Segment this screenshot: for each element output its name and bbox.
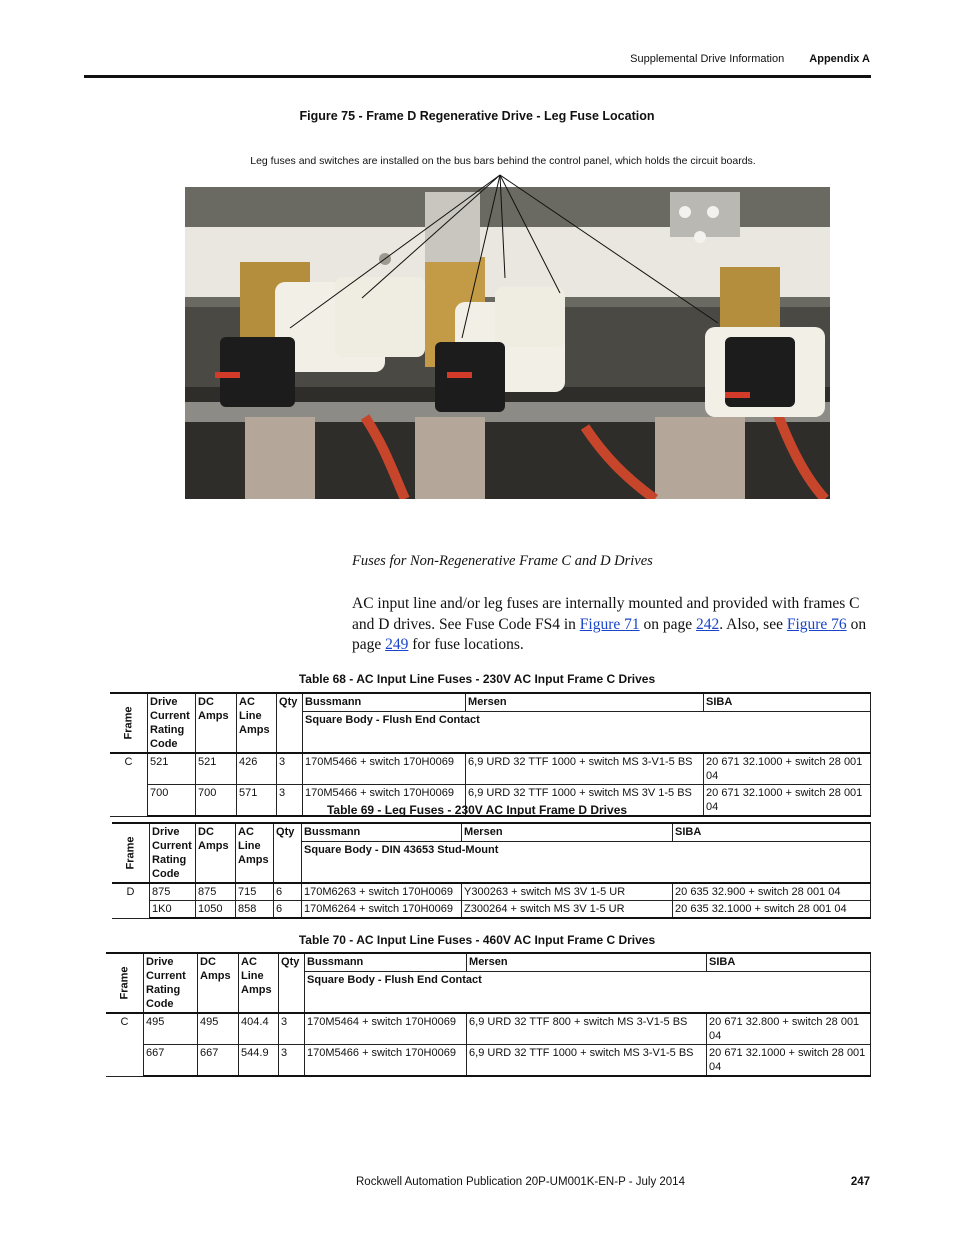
table-cell: 170M5466 + switch 170H0069 xyxy=(303,753,466,785)
link-page-242[interactable]: 242 xyxy=(696,615,720,633)
table-cell: 875 xyxy=(196,883,236,901)
table-cell: 521 xyxy=(196,753,237,785)
table-cell: 667 xyxy=(198,1045,239,1077)
table69-header-mersen: Mersen xyxy=(462,823,673,841)
header-rule xyxy=(84,75,871,78)
table70-header-siba: SIBA xyxy=(707,953,871,971)
table-cell: 1K0 xyxy=(150,901,196,919)
table70-header-dc: DC Amps xyxy=(198,953,239,1013)
page-number: 247 xyxy=(850,1176,870,1188)
table-cell: 170M5466 + switch 170H0069 xyxy=(303,785,466,817)
table-cell: 170M5466 + switch 170H0069 xyxy=(305,1045,467,1077)
table-cell: 3 xyxy=(277,753,303,785)
table-cell: 700 xyxy=(196,785,237,817)
table-cell: 715 xyxy=(236,883,274,901)
para-text-4: on page xyxy=(352,615,867,653)
table68-frame-header: Frame xyxy=(110,693,148,753)
figure-title: Figure 75 - Frame D Regenerative Drive - Leg Fuse Location xyxy=(299,109,655,123)
link-figure-71[interactable]: Figure 71 xyxy=(579,615,640,633)
table68-header-ac: AC Line Amps xyxy=(237,693,277,753)
para-text-1: AC input line and/or leg fuses are internally mounted and provided with frames C and D drives. See Fuse Code FS4 in xyxy=(352,595,860,633)
table-cell: 426 xyxy=(237,753,277,785)
table-cell: 571 xyxy=(237,785,277,817)
table70-subheader: Square Body - Flush End Contact xyxy=(305,971,871,1013)
photo-illustration xyxy=(185,187,830,499)
table-row xyxy=(112,901,871,919)
table-row xyxy=(106,1013,871,1045)
table70 xyxy=(106,952,871,1077)
para-text-5: for fuse locations. xyxy=(408,636,524,653)
table-cell: 170M6263 + switch 170H0069 xyxy=(302,883,462,901)
table-row xyxy=(110,753,871,785)
table-cell: 495 xyxy=(144,1013,198,1045)
table69-header-dc: DC Amps xyxy=(196,823,236,883)
table68-frame-value: C xyxy=(110,753,148,816)
table-cell: 404.4 xyxy=(239,1013,279,1045)
table-cell: 495 xyxy=(198,1013,239,1045)
table68-subheader: Square Body - Flush End Contact xyxy=(303,711,871,753)
fuse-location-photo xyxy=(185,187,830,499)
table-cell: 20 671 32.1000 + switch 28 001 04 xyxy=(707,1045,871,1077)
table-cell: 6,9 URD 32 TTF 1000 + switch MS 3V 1-5 BS xyxy=(466,785,704,817)
table-cell: 700 xyxy=(148,785,196,817)
table-row xyxy=(112,883,871,901)
table70-frame-header: Frame xyxy=(106,953,144,1013)
table-cell: 875 xyxy=(150,883,196,901)
table69 xyxy=(112,822,871,919)
para-text-3: . Also, see xyxy=(719,615,787,633)
table69-frame-value: D xyxy=(112,883,150,918)
table68-caption: Table 68 - AC Input Line Fuses - 230V AC Input Frame C Drives xyxy=(298,672,656,686)
table70-header-ac: AC Line Amps xyxy=(239,953,279,1013)
table70-header-qty: Qty xyxy=(279,953,305,1013)
table69-header-ac: AC Line Amps xyxy=(236,823,274,883)
figure-callout: Leg fuses and switches are installed on the bus bars behind the control panel, which holds the circuit boards. xyxy=(250,155,756,167)
body-paragraph xyxy=(352,594,872,656)
table-cell: 20 671 32.800 + switch 28 001 04 xyxy=(707,1013,871,1045)
table-cell: 667 xyxy=(144,1045,198,1077)
para-text-2: on page xyxy=(639,615,696,633)
table-cell: 544.9 xyxy=(239,1045,279,1077)
table70-header-mersen: Mersen xyxy=(467,953,707,971)
table-cell: 20 671 32.1000 + switch 28 001 04 xyxy=(704,785,871,817)
table69-frame-header: Frame xyxy=(112,823,150,883)
table69-caption: Table 69 - Leg Fuses - 230V AC Input Frame D Drives xyxy=(326,803,628,817)
table-cell: 3 xyxy=(277,785,303,817)
table-cell: 20 671 32.1000 + switch 28 001 04 xyxy=(704,753,871,785)
footer-publication: Rockwell Automation Publication 20P-UM001K-EN-P - July 2014 xyxy=(356,1176,685,1188)
table69-header-bussmann: Bussmann xyxy=(302,823,462,841)
table-cell: 6,9 URD 32 TTF 800 + switch MS 3-V1-5 BS xyxy=(467,1013,707,1045)
table69-header-qty: Qty xyxy=(274,823,302,883)
table70-frame-value: C xyxy=(106,1013,144,1076)
table-cell: 6,9 URD 32 TTF 1000 + switch MS 3-V1-5 BS xyxy=(467,1045,707,1077)
table-cell: 521 xyxy=(148,753,196,785)
table68-header-siba: SIBA xyxy=(704,693,871,711)
table-cell: Z300264 + switch MS 3V 1-5 UR xyxy=(462,901,673,919)
header-appendix: Appendix A xyxy=(809,53,870,65)
table-row xyxy=(106,1045,871,1077)
table-cell: 20 635 32.1000 + switch 28 001 04 xyxy=(673,901,871,919)
table68-header-dc: DC Amps xyxy=(196,693,237,753)
table-cell: 20 635 32.900 + switch 28 001 04 xyxy=(673,883,871,901)
table-cell: 170M6264 + switch 170H0069 xyxy=(302,901,462,919)
table68 xyxy=(110,692,871,817)
table69-header-siba: SIBA xyxy=(673,823,871,841)
link-figure-76[interactable]: Figure 76 xyxy=(786,615,847,633)
table70-header-rating: Drive Current Rating Code xyxy=(144,953,198,1013)
table-cell: 6 xyxy=(274,901,302,919)
table68-header-qty: Qty xyxy=(277,693,303,753)
table-cell: 6 xyxy=(274,883,302,901)
table69-header-rating: Drive Current Rating Code xyxy=(150,823,196,883)
section-heading: Fuses for Non-Regenerative Frame C and D Drives xyxy=(352,553,653,569)
table69-subheader: Square Body - DIN 43653 Stud-Mount xyxy=(302,841,871,883)
table-cell: Y300263 + switch MS 3V 1-5 UR xyxy=(462,883,673,901)
table-cell: 170M5464 + switch 170H0069 xyxy=(305,1013,467,1045)
table-cell: 858 xyxy=(236,901,274,919)
table-cell: 6,9 URD 32 TTF 1000 + switch MS 3-V1-5 BS xyxy=(466,753,704,785)
table70-caption: Table 70 - AC Input Line Fuses - 460V AC Input Frame C Drives xyxy=(298,933,656,947)
link-page-249[interactable]: 249 xyxy=(385,636,409,653)
header-section: Supplemental Drive Information xyxy=(630,53,785,65)
table68-header-mersen: Mersen xyxy=(466,693,704,711)
table-cell: 3 xyxy=(279,1013,305,1045)
table-cell: 1050 xyxy=(196,901,236,919)
table70-header-bussmann: Bussmann xyxy=(305,953,467,971)
table68-header-bussmann: Bussmann xyxy=(303,693,466,711)
table68-header-rating: Drive Current Rating Code xyxy=(148,693,196,753)
running-header xyxy=(630,53,870,65)
table-cell: 3 xyxy=(279,1045,305,1077)
